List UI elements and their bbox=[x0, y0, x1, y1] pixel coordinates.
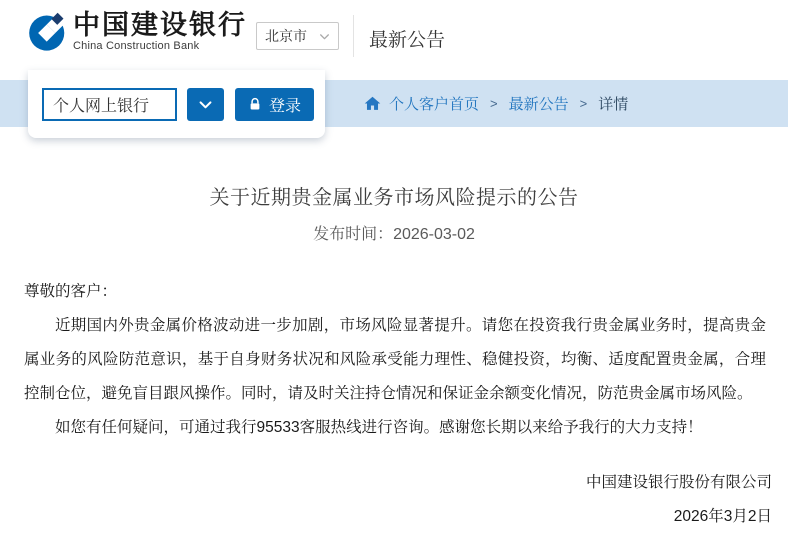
article-body bbox=[24, 275, 766, 445]
breadcrumb-separator: > bbox=[490, 96, 498, 111]
announcement-article bbox=[0, 184, 788, 534]
header-page-title: 最新公告 bbox=[369, 30, 446, 51]
breadcrumb-separator: > bbox=[579, 96, 588, 111]
signature-block bbox=[0, 466, 772, 534]
ccb-logo-icon bbox=[28, 12, 67, 51]
article-paragraph: 近期国内外贵金属价格波动进一步加剧，市场风险显著提升。请您在投资我行贵金属业务时，提高贵金属业务的风险防范意识，基于自身财务状况和风险承受能力理性、稳健投资，均衡、适度配置贵金属，合理控制仓位，避免盲目跟风操作。同时，请及时关注持仓情况和保证金余额变化情况，防范贵金属市场风险。 bbox=[24, 317, 766, 402]
login-button[interactable] bbox=[235, 88, 314, 121]
article-paragraph: 如您有任何疑问，可通过我行95533客服热线进行咨询。感谢您长期以来给予我行的大力支持！ bbox=[55, 419, 703, 436]
breadcrumb bbox=[363, 93, 628, 114]
bank-name-en: China Construction Bank bbox=[73, 40, 200, 52]
article-title: 关于近期贵金属业务市场风险提示的公告 bbox=[209, 187, 579, 209]
home-icon bbox=[363, 95, 382, 112]
header-divider bbox=[353, 15, 354, 57]
lock-icon bbox=[248, 97, 262, 112]
bank-name-block bbox=[73, 11, 247, 52]
publish-time: 发布时间：2026-03-02 bbox=[313, 226, 475, 243]
bank-logo[interactable] bbox=[28, 11, 247, 52]
breadcrumb-section-link[interactable]: 最新公告 bbox=[508, 96, 569, 113]
login-panel bbox=[28, 70, 325, 138]
channel-select[interactable] bbox=[42, 88, 177, 121]
salutation: 尊敬的客户： bbox=[24, 283, 118, 300]
signature-date: 2026年3月2日 bbox=[673, 508, 772, 525]
breadcrumb-home-label: 个人客户首页 bbox=[389, 96, 480, 113]
channel-select-value: 个人网上银行 bbox=[53, 97, 150, 115]
region-select[interactable] bbox=[256, 22, 339, 50]
bank-name-cn: 中国建设银行 bbox=[73, 10, 247, 40]
login-button-label: 登录 bbox=[269, 97, 302, 115]
region-select-value: 北京市 bbox=[265, 28, 307, 44]
chevron-down-icon bbox=[318, 30, 331, 43]
signature-company: 中国建设银行股份有限公司 bbox=[585, 474, 772, 491]
channel-select-dropdown-button[interactable] bbox=[187, 88, 224, 121]
breadcrumb-home-link[interactable] bbox=[363, 93, 479, 114]
breadcrumb-current: 详情 bbox=[598, 96, 629, 113]
chevron-down-icon bbox=[197, 96, 214, 113]
site-header bbox=[0, 0, 788, 80]
